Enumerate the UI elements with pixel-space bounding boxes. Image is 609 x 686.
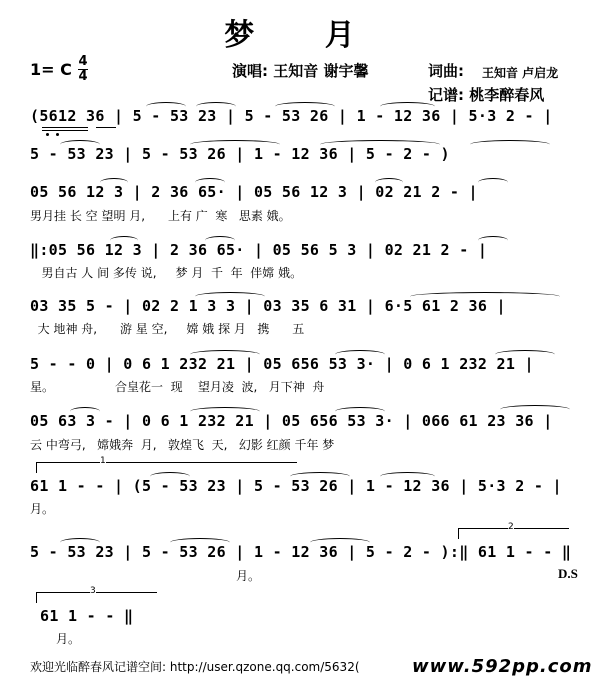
- score-row-1: (5612 36 | 5 - 53 23 | 5 - 53 26 | 1 - 12 36 | 5·3 2 - |: [30, 107, 553, 125]
- lyric-row-3: 男月挂 长 空 望明 月, 上有 广 寒 思素 娥。: [30, 209, 291, 223]
- slur: [190, 140, 280, 149]
- slur: [70, 407, 100, 416]
- slur: [190, 407, 260, 416]
- slur: [190, 350, 260, 359]
- time-signature-top: 4: [78, 54, 88, 69]
- slur: [195, 178, 225, 187]
- site-watermark: www.592pp.com: [412, 656, 593, 677]
- slur: [290, 472, 350, 481]
- slur: [478, 178, 508, 187]
- page-title: 梦 月: [224, 18, 385, 53]
- slur: [380, 102, 435, 111]
- lyricist: 王知音 卢启龙: [482, 66, 559, 80]
- slur: [275, 102, 335, 111]
- score-row-6: 5 - - 0 | 0 6 1 232 21 | 05 656 53 3· | 0 6 1 232 21 |: [30, 355, 534, 373]
- score-row-10: 61 1 - - ‖: [40, 607, 134, 625]
- slur: [196, 102, 236, 111]
- score-row-7: 05 63 3 - | 0 6 1 232 21 | 05 656 53 3· | 066 61 23 36 |: [30, 412, 553, 430]
- ds-marking: D.S: [558, 566, 578, 581]
- slur: [335, 350, 385, 359]
- lyric-row-7: 云 中弯弓, 嫦娥奔 月, 敦煌飞 天, 幻影 红颜 千年 梦: [30, 438, 335, 452]
- score-row-5: 03 35 5 - | 02 2 1 3 3 | 03 35 6 31 | 6·5 61 2 36 |: [30, 297, 506, 315]
- slur: [335, 407, 385, 416]
- slur: [150, 472, 190, 481]
- volta-number-2: 2: [508, 522, 514, 532]
- key-signature: 1= C: [30, 60, 72, 79]
- score-row-4: ‖:05 56 12 3 | 2 36 65· | 05 56 5 3 | 02 21 2 - |: [30, 241, 488, 259]
- slur: [60, 538, 100, 547]
- volta-number-1: 1: [100, 456, 106, 466]
- slur: [170, 538, 230, 547]
- slur: [410, 292, 560, 301]
- lyric-row-10: 月。: [56, 632, 81, 646]
- slur: [205, 236, 235, 245]
- slur: [470, 140, 550, 149]
- time-signature-bottom: 4: [78, 69, 88, 84]
- slur: [110, 236, 138, 245]
- score-row-9: 5 - 53 23 | 5 - 53 26 | 1 - 12 36 | 5 - 2 - ):‖ 61 1 - - ‖: [30, 543, 572, 561]
- slur: [320, 140, 440, 149]
- transcriber: 记谱: 桃李醉春风: [428, 86, 545, 104]
- singers: 演唱: 王知音 谢宇馨: [232, 62, 369, 80]
- slur: [380, 472, 435, 481]
- lyric-row-9: 月。: [30, 569, 260, 583]
- volta-bracket-3: [36, 592, 157, 603]
- slur: [310, 538, 370, 547]
- slur: [146, 102, 186, 111]
- slur: [100, 178, 128, 187]
- underline: [42, 127, 88, 128]
- score-row-3: 05 56 12 3 | 2 36 65· | 05 56 12 3 | 02 21 2 - |: [30, 183, 478, 201]
- lyric-row-5: 大 地神 舟, 游 星 空, 嫦 娥 探 月 携 五: [30, 322, 305, 336]
- low-octave-dot: [56, 133, 59, 136]
- slur: [495, 350, 555, 359]
- volta-number-3: 3: [90, 586, 96, 596]
- lyricist-label: 词曲:: [428, 62, 464, 80]
- score-row-8: 61 1 - - | (5 - 53 23 | 5 - 53 26 | 1 - 12 36 | 5·3 2 - |: [30, 477, 562, 495]
- slur: [60, 140, 100, 149]
- lyric-row-8: 月。: [30, 502, 55, 516]
- underline: [96, 127, 116, 128]
- slur: [478, 236, 508, 245]
- underline: [42, 130, 88, 131]
- low-octave-dot: [46, 133, 49, 136]
- slur: [375, 178, 403, 187]
- footer-note: 欢迎光临醉春风记谱空间: http://user.qzone.qq.com/5632(: [30, 660, 360, 674]
- time-signature: [78, 56, 88, 83]
- lyric-row-6: 星。 合皇花一 现 望月凌 波, 月下神 舟: [30, 380, 325, 394]
- score-row-2: 5 - 53 23 | 5 - 53 26 | 1 - 12 36 | 5 - 2 - ): [30, 145, 450, 163]
- slur: [500, 405, 570, 414]
- slur: [195, 292, 265, 301]
- lyric-row-4: 男自古 人 间 多传 说, 梦 月 千 年 伴嫦 娥。: [30, 266, 303, 280]
